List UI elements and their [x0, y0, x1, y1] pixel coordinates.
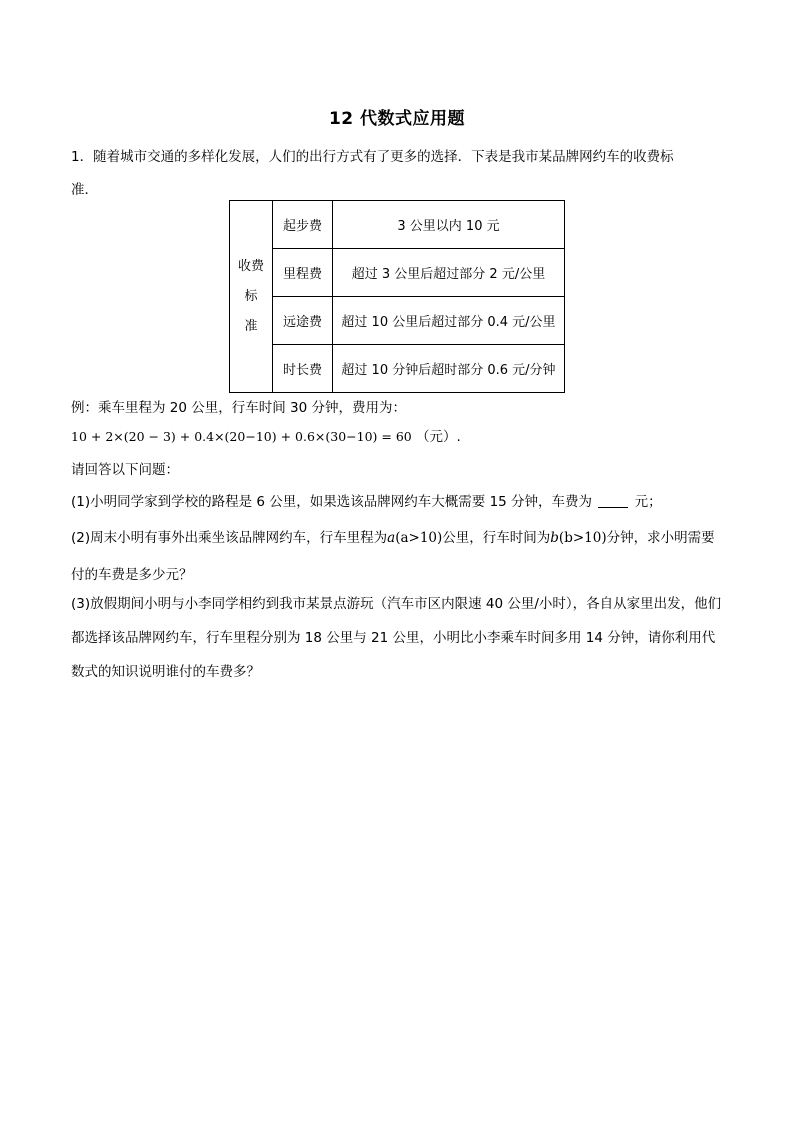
sub-question-3: (3)放假期间小明与小李同学相约到我市某景点游玩（汽车市区内限速 40 公里/小时），各自从家里出发，他们都选择该品牌网约车，行车里程分别为 18 公里与 21 公里，小明比小李乘车时间多用 14 分钟，请你利用代数式的知识说明谁付的车费多？: [71, 596, 722, 680]
condition-a: (a>10): [395, 530, 443, 546]
table-row: [230, 297, 565, 345]
variable-a: a: [387, 530, 396, 546]
table-row: [230, 201, 565, 249]
sub-question-2-line-2: 付的车费是多少元？: [71, 567, 193, 583]
table-row: [230, 249, 565, 297]
sub-question-1-text: (1)小明同学家到学校的路程是 6 公里，如果选该品牌网约车大概需要 15 分钟，车费为: [71, 494, 593, 510]
condition-b: (b>10): [558, 530, 607, 546]
variable-b: b: [550, 530, 559, 546]
formula-unit: （元）.: [416, 429, 461, 445]
sub-question-2: [71, 526, 715, 546]
question-intro-line-2: 准．: [71, 182, 98, 198]
sub-question-2-text-a: (2)周末小明有事外出乘坐该品牌网约车，行车里程为: [71, 530, 388, 546]
questions-prompt: 请回答以下问题：: [71, 462, 179, 478]
table-header-cell: [230, 201, 273, 393]
sub-question-2-text-b: 公里，行车时间为: [442, 530, 551, 546]
fee-name-cell: 里程费: [273, 249, 333, 297]
fee-name-cell: 远途费: [273, 297, 333, 345]
header-text: 收费: [237, 258, 264, 274]
fee-desc-cell: 超过 10 公里后超过部分 0.4 元/公里: [333, 297, 565, 345]
sub-question-1: [71, 490, 662, 510]
fee-name-cell: 起步费: [273, 201, 333, 249]
fee-desc-cell: 3 公里以内 10 元: [333, 201, 565, 249]
question-intro-line-1: 1．随着城市交通的多样化发展，人们的出行方式有了更多的选择．下表是我市某品牌网约车的收费标: [71, 149, 674, 165]
page-title: 12 代数式应用题: [328, 109, 466, 129]
fee-desc-cell: 超过 3 公里后超过部分 2 元/公里: [333, 249, 565, 297]
formula-expression: 10 + 2×(20 − 3) + 0.4×(20−10) + 0.6×(30−10) = 60: [71, 429, 412, 444]
table-row: [230, 345, 565, 393]
header-text: 标: [244, 288, 258, 304]
fee-name-cell: 时长费: [273, 345, 333, 393]
sub-question-2-text-c: 分钟，求小明需要: [606, 530, 715, 546]
example-formula: [71, 425, 461, 445]
header-text: 准: [244, 318, 258, 334]
sub-question-1-unit: 元；: [634, 494, 662, 510]
answer-blank[interactable]: [598, 493, 628, 508]
fee-standard-table: [229, 200, 565, 393]
fee-desc-cell: 超过 10 分钟后超时部分 0.6 元/分钟: [333, 345, 565, 393]
example-text: 例：乘车里程为 20 公里，行车时间 30 分钟，费用为：: [71, 400, 407, 416]
